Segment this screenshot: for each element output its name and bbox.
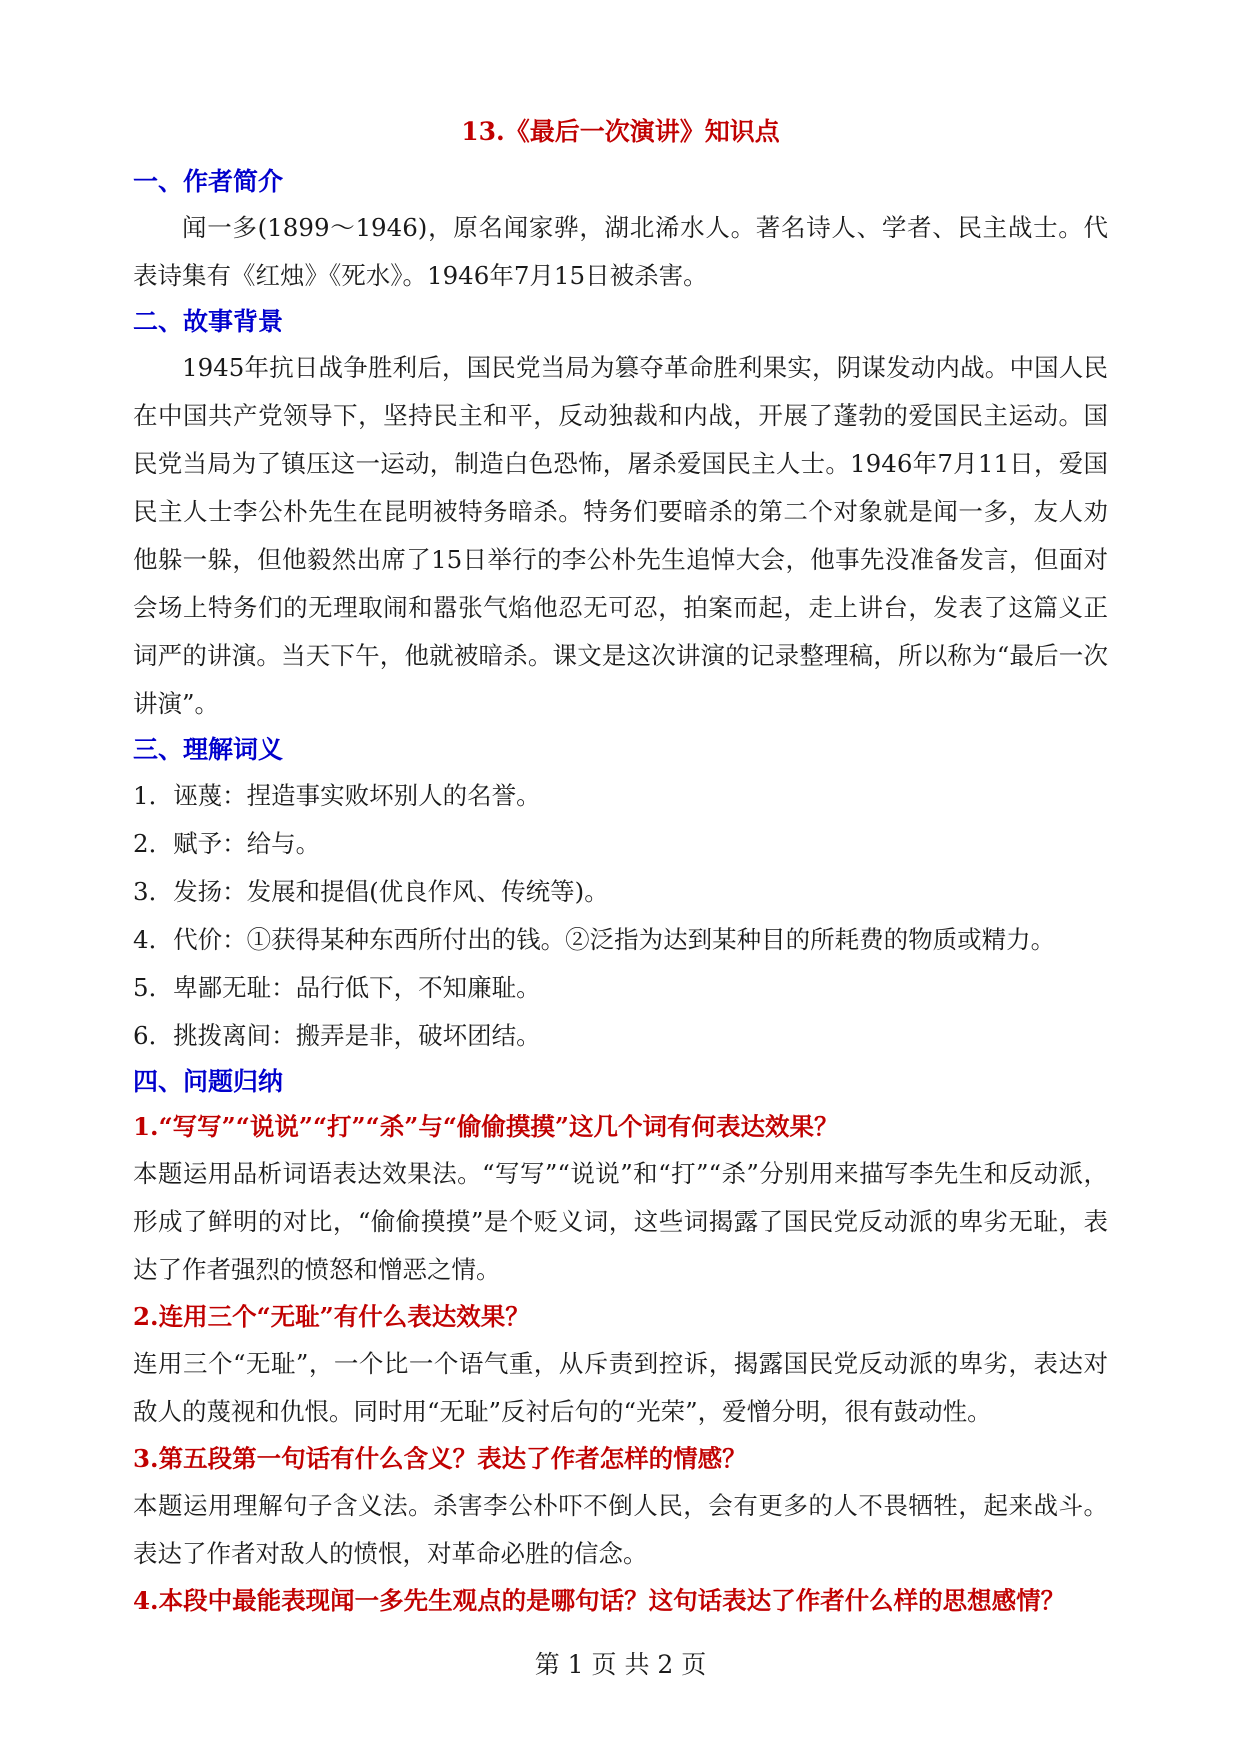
section-heading-questions: 四、问题归纳 [133,1067,284,1096]
vocab-item: 6．挑拨离间：搬弄是非，破坏团结。 [133,1021,541,1050]
question-1: 1.“写写”“说说”“打”“杀”与“偷偷摸摸”这几个词有何表达效果？ [133,1112,839,1141]
page-footer: 第 1 页 共 2 页 [534,1650,707,1679]
background-paragraph: 1945年抗日战争胜利后，国民党当局为篡夺革命胜利果实，阴谋发动内战。中国人民在中国共产党领导下，坚持民主和平，反动独裁和内战，开展了蓬勃的爱国民主运动。国民党当局为了镇压这一运动，制造白色恐怖，屠杀爱国民主人士。1946年7月11日，爱国民主人士李公朴先生在昆明被特务暗杀。特务们要暗杀的第二个对象就是闻一多，友人劝他躲一躲，但他毅然出席了15日举行的李公朴先生追悼大会，他事先没准备发言，但面对会场上特务们的无理取闹和嚣张气焰他忍无可忍，拍案而起，走上讲台，发表了这篇义正词严的讲演。当天下午，他就被暗杀。课文是这次讲演的记录整理稿，所以称为“最后一次讲演”。 [133,353,1108,718]
vocab-item: 2．赋予：给与。 [133,829,321,858]
question-4: 4.本段中最能表现闻一多先生观点的是哪句话？这句话表达了作者什么样的思想感情？ [133,1586,1066,1615]
document-title: 13.《最后一次演讲》知识点 [461,117,780,146]
section-heading-author: 一、作者简介 [133,167,284,196]
author-paragraph: 闻一多(1899～1946)，原名闻家骅，湖北浠水人。著名诗人、学者、民主战士。代表诗集有《红烛》《死水》。1946年7月15日被杀害。 [133,213,1108,290]
question-2: 2.连用三个“无耻”有什么表达效果？ [133,1302,530,1331]
vocab-item: 1．诬蔑：捏造事实败坏别人的名誉。 [133,781,541,810]
question-3: 3.第五段第一句话有什么含义？表达了作者怎样的情感？ [133,1444,747,1473]
vocab-item: 3．发扬：发展和提倡(优良作风、传统等)。 [133,877,609,906]
document-page [133,112,1108,1624]
section-heading-background: 二、故事背景 [133,307,284,336]
vocab-item: 4．代价：①获得某种东西所付出的钱。②泛指为达到某种目的所耗费的物质或精力。 [133,925,1056,954]
section-heading-vocab: 三、理解词义 [133,735,284,764]
answer-1: 本题运用品析词语表达效果法。“写写”“说说”和“打”“杀”分别用来描写李先生和反动派，形成了鲜明的对比，“偷偷摸摸”是个贬义词，这些词揭露了国民党反动派的卑劣无耻，表达了作者强烈的愤怒和憎恶之情。 [133,1159,1108,1284]
vocab-item: 5．卑鄙无耻：品行低下，不知廉耻。 [133,973,541,1002]
answer-3: 本题运用理解句子含义法。杀害李公朴吓不倒人民，会有更多的人不畏牺牲，起来战斗。表达了作者对敌人的愤恨，对革命必胜的信念。 [133,1491,1108,1568]
answer-2: 连用三个“无耻”，一个比一个语气重，从斥责到控诉，揭露国民党反动派的卑劣，表达对敌人的蔑视和仇恨。同时用“无耻”反衬后句的“光荣”，爱憎分明，很有鼓动性。 [133,1349,1108,1426]
